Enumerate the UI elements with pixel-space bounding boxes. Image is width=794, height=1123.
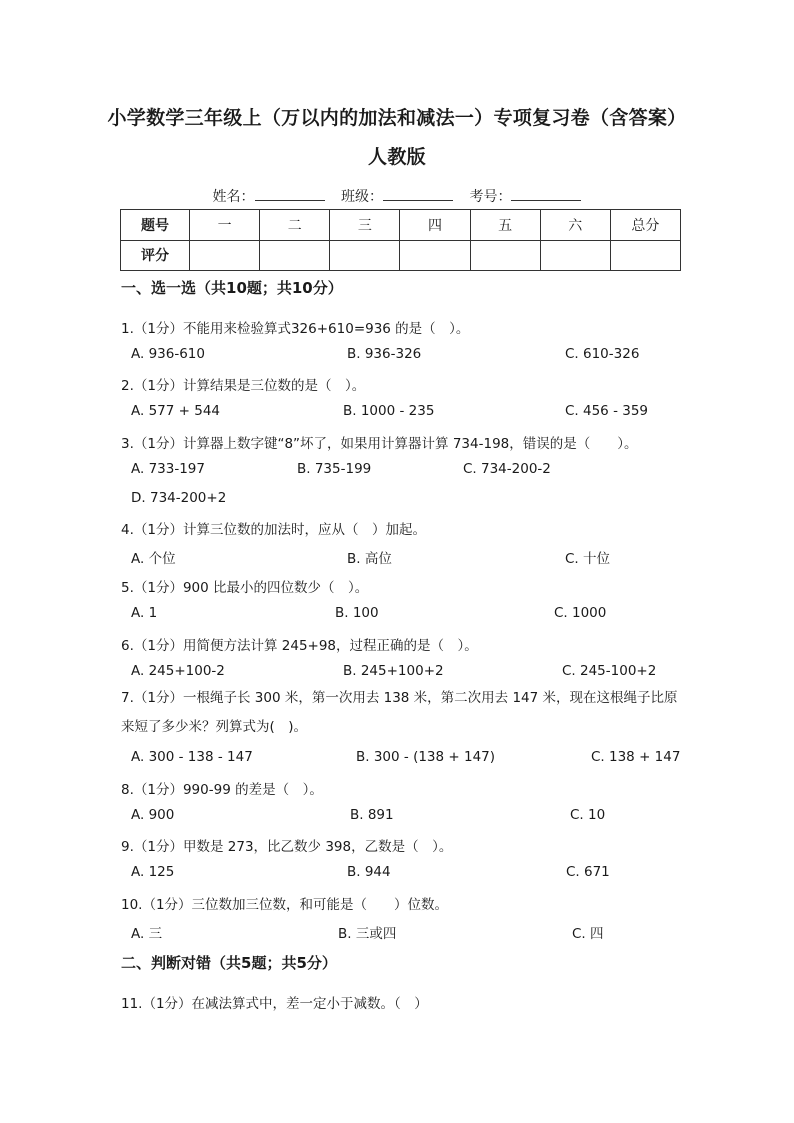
q5-option-a[interactable]: A. 1 xyxy=(131,605,158,621)
q6-option-c[interactable]: C. 245-100+2 xyxy=(562,663,657,679)
name-label: 姓名： xyxy=(212,189,255,205)
score-cell[interactable] xyxy=(330,240,400,271)
question-2: 2.（1分）计算结果是三位数的是（ ）。 xyxy=(121,378,366,394)
class-label: 班级： xyxy=(341,189,383,205)
q3-option-b[interactable]: B. 735-199 xyxy=(297,461,372,477)
question-7: 7.（1分）一根绳子长 300 米，第一次用去 138 米，第二次用去 147 米，现在这根绳子比原来短了多少米？列算式为( )。 xyxy=(121,690,678,735)
question-9: 9.（1分）甲数是 273，比乙数少 398，乙数是（ ）。 xyxy=(121,839,453,855)
score-table-row-label: 题号 xyxy=(121,210,190,241)
q10-option-c[interactable]: C. 四 xyxy=(572,926,604,942)
page-title: 小学数学三年级上（万以内的加法和减法一）专项复习卷（含答案） xyxy=(107,107,687,129)
score-table-col: 四 xyxy=(400,210,470,241)
score-table-header-row xyxy=(121,210,681,241)
exam-no-blank[interactable] xyxy=(511,188,581,201)
q4-option-b[interactable]: B. 高位 xyxy=(347,551,392,567)
score-cell[interactable] xyxy=(540,240,610,271)
exam-no-label: 考号： xyxy=(469,189,512,205)
score-table-col: 一 xyxy=(190,210,260,241)
student-info-row xyxy=(0,186,794,206)
score-table-col: 二 xyxy=(260,210,330,241)
q9-option-c[interactable]: C. 671 xyxy=(566,864,610,880)
question-10: 10.（1分）三位数加三位数，和可能是（ ）位数。 xyxy=(121,897,449,913)
score-table-score-row xyxy=(121,240,681,271)
q4-option-a[interactable]: A. 个位 xyxy=(131,551,176,567)
q7-option-a[interactable]: A. 300 - 138 - 147 xyxy=(131,749,253,765)
q6-option-a[interactable]: A. 245+100-2 xyxy=(131,663,225,679)
q7-option-c[interactable]: C. 138 + 147 xyxy=(591,749,681,765)
q4-option-c[interactable]: C. 十位 xyxy=(565,551,611,567)
score-table-row-label: 评分 xyxy=(121,240,190,271)
q1-option-a[interactable]: A. 936-610 xyxy=(131,346,205,362)
score-cell[interactable] xyxy=(260,240,330,271)
page-subtitle: 人教版 xyxy=(368,146,426,168)
q3-option-c[interactable]: C. 734-200-2 xyxy=(463,461,551,477)
q10-option-a[interactable]: A. 三 xyxy=(131,926,163,942)
q3-option-d[interactable]: D. 734-200+2 xyxy=(131,490,227,506)
q8-option-c[interactable]: C. 10 xyxy=(570,807,606,823)
q5-option-c[interactable]: C. 1000 xyxy=(554,605,607,621)
q1-option-c[interactable]: C. 610-326 xyxy=(565,346,640,362)
question-6: 6.（1分）用简便方法计算 245+98，过程正确的是（ ）。 xyxy=(121,638,478,654)
q6-option-b[interactable]: B. 245+100+2 xyxy=(343,663,444,679)
question-4: 4.（1分）计算三位数的加法时，应从（ ）加起。 xyxy=(121,522,426,538)
class-blank[interactable] xyxy=(383,188,453,201)
score-table-col: 总分 xyxy=(610,210,680,241)
q2-option-c[interactable]: C. 456 - 359 xyxy=(565,403,648,419)
score-table-col: 五 xyxy=(470,210,540,241)
question-5: 5.（1分）900 比最小的四位数少（ ）。 xyxy=(121,580,369,596)
score-cell[interactable] xyxy=(470,240,540,271)
q8-option-b[interactable]: B. 891 xyxy=(350,807,394,823)
score-cell[interactable] xyxy=(190,240,260,271)
q9-option-a[interactable]: A. 125 xyxy=(131,864,175,880)
score-cell[interactable] xyxy=(610,240,680,271)
q9-option-b[interactable]: B. 944 xyxy=(347,864,391,880)
q1-option-b[interactable]: B. 936-326 xyxy=(347,346,422,362)
score-table xyxy=(120,209,681,271)
q2-option-a[interactable]: A. 577 + 544 xyxy=(131,403,221,419)
section-heading-2: 二、判断对错（共5题；共5分） xyxy=(121,954,337,972)
q3-option-a[interactable]: A. 733-197 xyxy=(131,461,205,477)
q2-option-b[interactable]: B. 1000 - 235 xyxy=(343,403,435,419)
question-8: 8.（1分）990-99 的差是（ ）。 xyxy=(121,782,323,798)
question-1: 1.（1分）不能用来检验算式326+610=936 的是（ ）。 xyxy=(121,321,470,337)
score-table-col: 六 xyxy=(540,210,610,241)
q7-option-b[interactable]: B. 300 - (138 + 147) xyxy=(356,749,496,765)
name-blank[interactable] xyxy=(255,188,325,201)
q8-option-a[interactable]: A. 900 xyxy=(131,807,175,823)
question-11: 11.（1分）在减法算式中，差一定小于减数。（ ） xyxy=(121,996,428,1012)
score-table-col: 三 xyxy=(330,210,400,241)
score-cell[interactable] xyxy=(400,240,470,271)
section-heading-1: 一、选一选（共10题；共10分） xyxy=(121,279,343,297)
question-3: 3.（1分）计算器上数字键“8”坏了，如果用计算器计算 734-198，错误的是（ ）。 xyxy=(121,436,638,452)
q5-option-b[interactable]: B. 100 xyxy=(335,605,379,621)
q10-option-b[interactable]: B. 三或四 xyxy=(338,926,397,942)
